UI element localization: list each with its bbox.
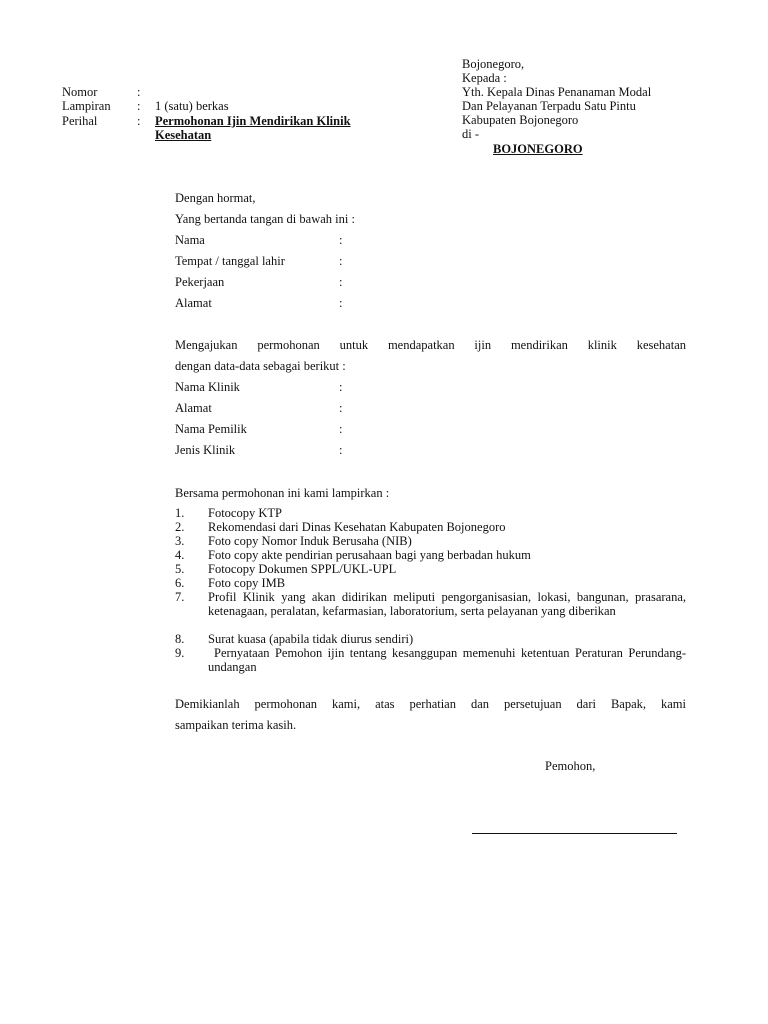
clinic-field-label: Jenis Klinik <box>175 443 236 457</box>
clinic-field-label: Nama Klinik <box>175 380 240 394</box>
attachment-text: Rekomendasi dari Dinas Kesehatan Kabupaten Bojonegoro <box>208 520 506 534</box>
lampiran-label: Lampiran <box>62 99 111 113</box>
field-colon: : <box>339 296 343 310</box>
applicant-field-label: Tempat / tanggal lahir <box>175 254 285 268</box>
signature-label: Pemohon, <box>545 759 596 773</box>
field-colon: : <box>339 401 343 415</box>
attachment-number: 6. <box>175 576 185 590</box>
attachment-number: 9. <box>175 646 185 660</box>
request-line-2: dengan data-data sebagai berikut : <box>175 359 346 373</box>
applicant-field-label: Alamat <box>175 296 212 310</box>
field-colon: : <box>339 275 343 289</box>
attachment-text: Fotocopy Dokumen SPPL/UKL-UPL <box>208 562 397 576</box>
greeting: Dengan hormat, <box>175 191 256 205</box>
nomor-label: Nomor <box>62 85 98 99</box>
clinic-field-label: Nama Pemilik <box>175 422 247 436</box>
perihal-value-line-1: Permohonan Ijin Mendirikan Klinik <box>155 114 351 128</box>
addressee-line-2: Dan Pelayanan Terpadu Satu Pintu <box>462 99 636 113</box>
signature-line <box>472 833 677 834</box>
request-line-1: Mengajukan permohonan untuk mendapatkan ijin mendirikan klinik kesehatan <box>175 338 686 352</box>
attachment-text: Foto copy Nomor Induk Berusaha (NIB) <box>208 534 412 548</box>
field-colon: : <box>339 233 343 247</box>
attachment-text: Surat kuasa (apabila tidak diurus sendiri) <box>208 632 414 646</box>
perihal-label: Perihal <box>62 114 98 128</box>
attachment-text: Foto copy akte pendirian perusahaan bagi yang berbadan hukum <box>208 548 531 562</box>
attachment-number: 5. <box>175 562 185 576</box>
applicant-field-label: Pekerjaan <box>175 275 225 289</box>
closing-line-1: Demikianlah permohonan kami, atas perhatian dan persetujuan dari Bapak, kami <box>175 697 686 711</box>
lampiran-colon: : <box>137 99 141 113</box>
perihal-value-line-2: Kesehatan <box>155 128 212 142</box>
intro-line: Yang bertanda tangan di bawah ini : <box>175 212 355 226</box>
addressee-line-3: Kabupaten Bojonegoro <box>462 113 579 127</box>
attachment-number: 4. <box>175 548 185 562</box>
field-colon: : <box>339 254 343 268</box>
attachment-number: 7. <box>175 590 185 604</box>
applicant-field-label: Nama <box>175 233 205 247</box>
destination-city: BOJONEGORO <box>493 142 583 156</box>
attachment-text: Fotocopy KTP <box>208 506 282 520</box>
field-colon: : <box>339 380 343 394</box>
attachment-number: 3. <box>175 534 185 548</box>
nomor-colon: : <box>137 85 141 99</box>
closing-line-2: sampaikan terima kasih. <box>175 718 297 732</box>
kepada-label: Kepada : <box>462 71 507 85</box>
field-colon: : <box>339 443 343 457</box>
field-colon: : <box>339 422 343 436</box>
di-label: di - <box>462 127 480 141</box>
perihal-colon: : <box>137 114 141 128</box>
city-date-line: Bojonegoro, <box>462 57 525 71</box>
attachment-number: 1. <box>175 506 185 520</box>
attachment-text: Profil Klinik yang akan didirikan meliputi pengorganisasian, lokasi, bangunan, prasarana, ketenagaan, peralatan, kefarmasian, laboratorium, serta pelayanan yang diberikan <box>208 590 686 618</box>
clinic-field-label: Alamat <box>175 401 212 415</box>
attachment-number: 2. <box>175 520 185 534</box>
attachments-intro: Bersama permohonan ini kami lampirkan : <box>175 486 390 500</box>
attachment-text: Foto copy IMB <box>208 576 286 590</box>
attachment-text: Pernyataan Pemohon ijin tentang kesanggupan memenuhi ketentuan Peraturan Perundang-undangan <box>208 646 686 674</box>
addressee-line-1: Yth. Kepala Dinas Penanaman Modal <box>462 85 652 99</box>
attachment-number: 8. <box>175 632 185 646</box>
lampiran-value: 1 (satu) berkas <box>155 99 229 113</box>
